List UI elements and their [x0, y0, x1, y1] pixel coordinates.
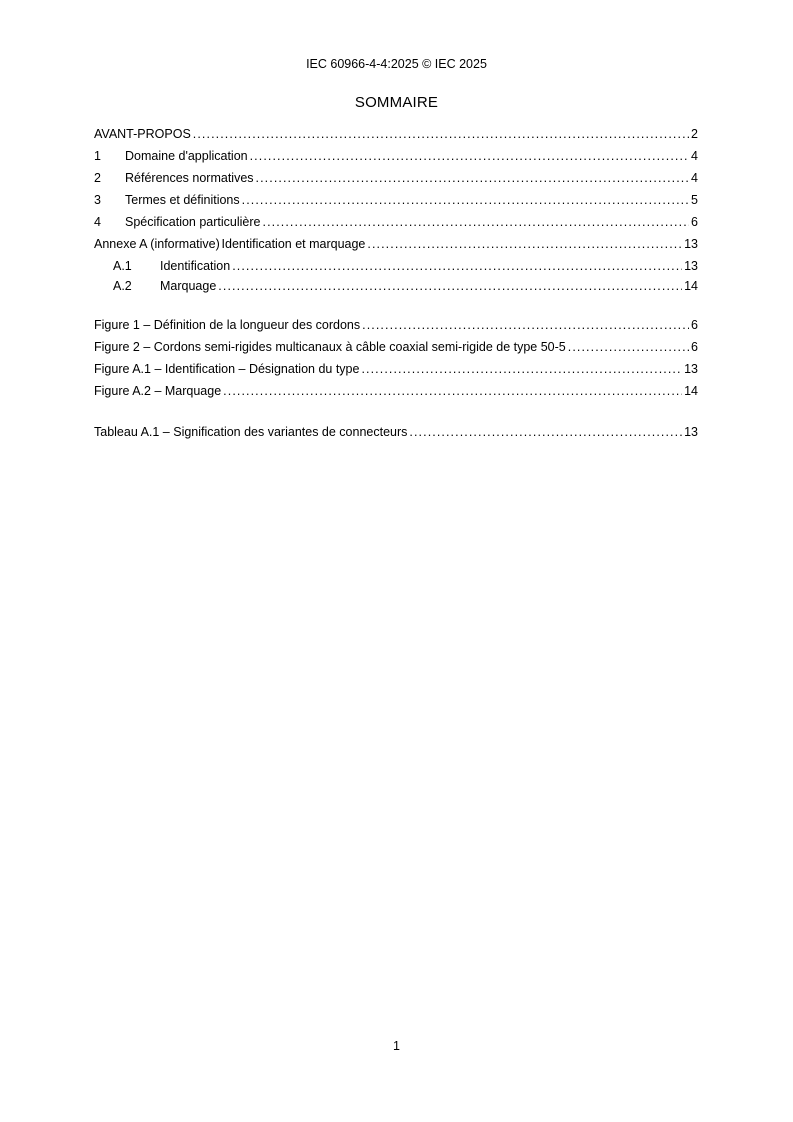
toc-entry-title: Tableau A.1 – Signification des variantes de connecteurs — [94, 425, 408, 439]
toc-entry-page: 13 — [684, 425, 698, 439]
toc-entry-number: 1 — [94, 149, 101, 163]
list-of-tables — [94, 424, 698, 446]
toc-entry-clause-3[interactable] — [94, 192, 698, 214]
toc-entry-page: 13 — [684, 259, 698, 273]
toc-leader-dots — [232, 258, 682, 275]
toc-entry-clause-4[interactable] — [94, 214, 698, 236]
toc-entry-title: AVANT-PROPOS — [94, 127, 191, 141]
toc-entry-page: 6 — [691, 340, 698, 354]
toc-entry-figure-1[interactable] — [94, 317, 698, 339]
toc-entry-number: A.2 — [113, 279, 132, 293]
toc-title: SOMMAIRE — [354, 94, 439, 111]
toc-entry-page: 6 — [691, 215, 698, 229]
toc-entry-title: Figure A.2 – Marquage — [94, 384, 222, 398]
toc-entry-foreword[interactable] — [94, 126, 698, 148]
toc-leader-dots — [263, 214, 690, 231]
toc-leader-dots — [409, 424, 682, 441]
list-of-figures — [94, 317, 698, 405]
toc-leader-dots — [250, 148, 689, 165]
toc-leader-dots — [256, 170, 690, 187]
toc-entry-page: 4 — [691, 149, 698, 163]
toc-entry-table-a1[interactable] — [94, 424, 698, 446]
toc-entry-title: Figure 1 – Définition de la longueur des cordons — [94, 318, 361, 332]
toc-entry-clause-1[interactable] — [94, 148, 698, 170]
toc-entry-figure-a1[interactable] — [94, 361, 698, 383]
table-of-contents — [94, 126, 698, 446]
toc-leader-dots — [362, 317, 689, 334]
toc-entry-page: 14 — [684, 279, 698, 293]
toc-entry-page: 4 — [691, 171, 698, 185]
toc-entry-title: Marquage — [160, 279, 217, 293]
toc-entry-figure-2[interactable] — [94, 339, 698, 361]
toc-entry-number: A.1 — [113, 259, 132, 273]
toc-leader-dots — [568, 339, 689, 356]
toc-entry-title: Figure 2 – Cordons semi-rigides multicanaux à câble coaxial semi-rigide de type 50-5 — [94, 340, 566, 354]
toc-entry-page: 5 — [691, 193, 698, 207]
toc-entry-number: 4 — [94, 215, 101, 229]
toc-entry-page: 2 — [691, 127, 698, 141]
toc-entry-title: Identification et marquage — [221, 237, 366, 251]
toc-leader-dots — [218, 278, 682, 295]
toc-leader-dots — [361, 361, 682, 378]
toc-entry-title: Figure A.1 – Identification – Désignation du type — [94, 362, 360, 376]
page-number: 1 — [393, 1039, 400, 1053]
toc-entry-page: 13 — [684, 237, 698, 251]
toc-entry-annex-a[interactable] — [94, 236, 698, 258]
toc-entry-page: 13 — [684, 362, 698, 376]
toc-entry-annex-a1[interactable] — [94, 258, 698, 278]
toc-entry-title: Domaine d'application — [125, 149, 248, 163]
toc-entry-number: 2 — [94, 171, 101, 185]
toc-leader-dots — [223, 383, 682, 400]
toc-entry-title: Références normatives — [125, 171, 254, 185]
toc-entry-title: Spécification particulière — [125, 215, 261, 229]
toc-entry-annex-a2[interactable] — [94, 278, 698, 298]
toc-entry-page: 14 — [684, 384, 698, 398]
toc-entry-clause-2[interactable] — [94, 170, 698, 192]
toc-entry-figure-a2[interactable] — [94, 383, 698, 405]
toc-leader-dots — [242, 192, 689, 209]
toc-entry-page: 6 — [691, 318, 698, 332]
toc-annex-label: Annexe A (informative) — [94, 237, 220, 251]
toc-entry-number: 3 — [94, 193, 101, 207]
toc-main-section — [94, 126, 698, 298]
document-header: IEC 60966-4-4:2025 © IEC 2025 — [306, 57, 487, 71]
toc-leader-dots — [193, 126, 689, 143]
toc-entry-title: Identification — [160, 259, 231, 273]
toc-entry-title: Termes et définitions — [125, 193, 240, 207]
toc-leader-dots — [367, 236, 682, 253]
